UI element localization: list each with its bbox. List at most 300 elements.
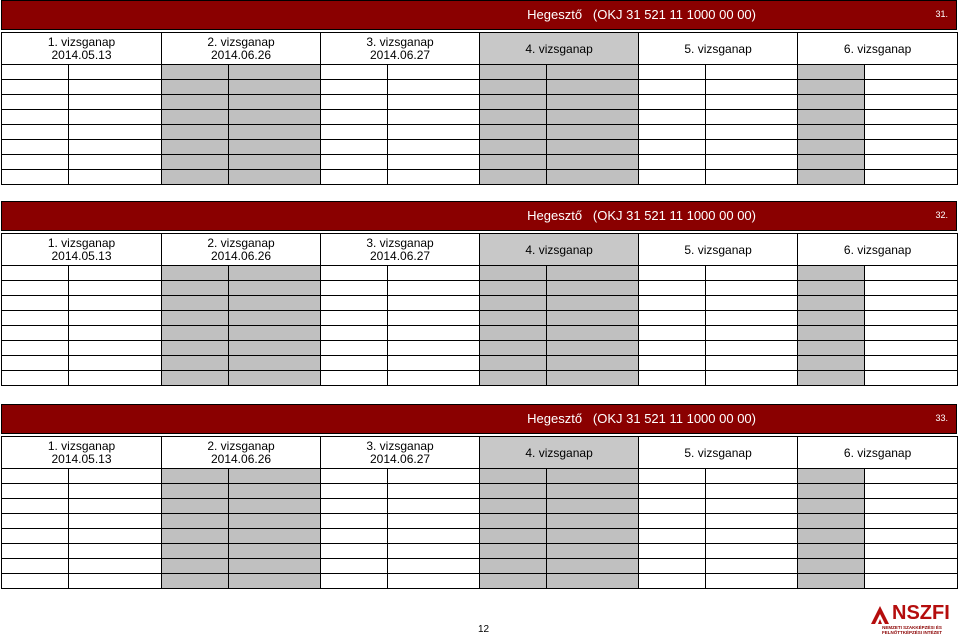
- schedule-cell[interactable]: [547, 371, 639, 386]
- schedule-cell[interactable]: [865, 65, 958, 80]
- schedule-cell[interactable]: [865, 296, 958, 311]
- schedule-cell[interactable]: [229, 80, 321, 95]
- schedule-cell[interactable]: [547, 529, 639, 544]
- schedule-cell[interactable]: [798, 356, 865, 371]
- schedule-cell[interactable]: [2, 484, 69, 499]
- schedule-cell[interactable]: [2, 514, 69, 529]
- schedule-cell[interactable]: [388, 499, 480, 514]
- schedule-cell[interactable]: [798, 499, 865, 514]
- schedule-cell[interactable]: [706, 311, 798, 326]
- schedule-cell[interactable]: [388, 140, 480, 155]
- schedule-cell[interactable]: [798, 296, 865, 311]
- schedule-cell[interactable]: [162, 65, 229, 80]
- schedule-cell[interactable]: [798, 125, 865, 140]
- schedule-cell[interactable]: [229, 110, 321, 125]
- schedule-cell[interactable]: [321, 469, 388, 484]
- schedule-cell[interactable]: [639, 65, 706, 80]
- schedule-cell[interactable]: [69, 371, 162, 386]
- schedule-cell[interactable]: [706, 544, 798, 559]
- schedule-cell[interactable]: [388, 514, 480, 529]
- schedule-cell[interactable]: [639, 371, 706, 386]
- schedule-cell[interactable]: [321, 544, 388, 559]
- schedule-cell[interactable]: [639, 484, 706, 499]
- schedule-cell[interactable]: [2, 544, 69, 559]
- schedule-cell[interactable]: [547, 170, 639, 185]
- schedule-cell[interactable]: [321, 559, 388, 574]
- schedule-cell[interactable]: [229, 326, 321, 341]
- schedule-cell[interactable]: [798, 341, 865, 356]
- schedule-cell[interactable]: [798, 95, 865, 110]
- schedule-cell[interactable]: [69, 499, 162, 514]
- schedule-cell[interactable]: [798, 110, 865, 125]
- schedule-cell[interactable]: [162, 514, 229, 529]
- schedule-cell[interactable]: [162, 140, 229, 155]
- schedule-cell[interactable]: [865, 140, 958, 155]
- schedule-cell[interactable]: [321, 574, 388, 589]
- schedule-cell[interactable]: [162, 155, 229, 170]
- schedule-cell[interactable]: [2, 371, 69, 386]
- schedule-cell[interactable]: [388, 125, 480, 140]
- schedule-cell[interactable]: [69, 110, 162, 125]
- schedule-cell[interactable]: [480, 499, 547, 514]
- schedule-cell[interactable]: [388, 95, 480, 110]
- schedule-cell[interactable]: [706, 514, 798, 529]
- schedule-cell[interactable]: [162, 170, 229, 185]
- schedule-cell[interactable]: [69, 326, 162, 341]
- sheet-title-bar: [1, 404, 957, 434]
- schedule-cell[interactable]: [388, 529, 480, 544]
- schedule-cell[interactable]: [162, 559, 229, 574]
- schedule-cell[interactable]: [865, 80, 958, 95]
- schedule-cell[interactable]: [706, 574, 798, 589]
- schedule-cell[interactable]: [388, 281, 480, 296]
- schedule-cell[interactable]: [639, 311, 706, 326]
- schedule-cell[interactable]: [321, 281, 388, 296]
- schedule-cell[interactable]: [480, 484, 547, 499]
- table-row: [2, 371, 958, 386]
- schedule-cell[interactable]: [2, 95, 69, 110]
- schedule-cell[interactable]: [2, 574, 69, 589]
- schedule-cell[interactable]: [639, 95, 706, 110]
- schedule-cell[interactable]: [547, 326, 639, 341]
- schedule-cell[interactable]: [229, 484, 321, 499]
- schedule-cell[interactable]: [388, 266, 480, 281]
- schedule-cell[interactable]: [388, 469, 480, 484]
- schedule-cell[interactable]: [706, 170, 798, 185]
- schedule-cell[interactable]: [480, 356, 547, 371]
- schedule-cell[interactable]: [69, 514, 162, 529]
- schedule-cell[interactable]: [480, 371, 547, 386]
- schedule-cell[interactable]: [388, 356, 480, 371]
- schedule-cell[interactable]: [162, 311, 229, 326]
- schedule-cell[interactable]: [706, 499, 798, 514]
- schedule-cell[interactable]: [69, 469, 162, 484]
- schedule-cell[interactable]: [547, 65, 639, 80]
- schedule-cell[interactable]: [321, 125, 388, 140]
- schedule-cell[interactable]: [162, 544, 229, 559]
- schedule-cell[interactable]: [639, 574, 706, 589]
- schedule-cell[interactable]: [69, 574, 162, 589]
- schedule-cell[interactable]: [69, 80, 162, 95]
- schedule-cell[interactable]: [639, 499, 706, 514]
- schedule-cell[interactable]: [69, 281, 162, 296]
- schedule-cell[interactable]: [229, 514, 321, 529]
- schedule-cell[interactable]: [162, 484, 229, 499]
- schedule-cell[interactable]: [229, 469, 321, 484]
- schedule-cell[interactable]: [388, 341, 480, 356]
- schedule-cell[interactable]: [229, 296, 321, 311]
- schedule-cell[interactable]: [388, 296, 480, 311]
- schedule-cell[interactable]: [706, 529, 798, 544]
- schedule-cell[interactable]: [321, 65, 388, 80]
- schedule-cell[interactable]: [547, 499, 639, 514]
- schedule-cell[interactable]: [480, 514, 547, 529]
- schedule-cell[interactable]: [706, 356, 798, 371]
- schedule-cell[interactable]: [2, 125, 69, 140]
- schedule-cell[interactable]: [162, 341, 229, 356]
- schedule-cell[interactable]: [388, 326, 480, 341]
- schedule-cell[interactable]: [798, 544, 865, 559]
- schedule-cell[interactable]: [865, 371, 958, 386]
- schedule-cell[interactable]: [388, 155, 480, 170]
- exam-day-header: [162, 437, 321, 469]
- schedule-cell[interactable]: [388, 574, 480, 589]
- schedule-cell[interactable]: [480, 110, 547, 125]
- schedule-cell[interactable]: [69, 125, 162, 140]
- schedule-cell[interactable]: [321, 371, 388, 386]
- schedule-cell[interactable]: [69, 170, 162, 185]
- schedule-cell[interactable]: [321, 326, 388, 341]
- schedule-cell[interactable]: [706, 296, 798, 311]
- schedule-cell[interactable]: [639, 110, 706, 125]
- schedule-cell[interactable]: [639, 170, 706, 185]
- schedule-cell[interactable]: [639, 326, 706, 341]
- schedule-cell[interactable]: [321, 266, 388, 281]
- schedule-cell[interactable]: [865, 499, 958, 514]
- schedule-cell[interactable]: [480, 529, 547, 544]
- schedule-cell[interactable]: [706, 155, 798, 170]
- schedule-cell[interactable]: [388, 559, 480, 574]
- schedule-cell[interactable]: [547, 281, 639, 296]
- schedule-cell[interactable]: [229, 155, 321, 170]
- schedule-cell[interactable]: [388, 484, 480, 499]
- schedule-cell[interactable]: [865, 514, 958, 529]
- schedule-cell[interactable]: [2, 341, 69, 356]
- schedule-cell[interactable]: [321, 514, 388, 529]
- schedule-cell[interactable]: [321, 110, 388, 125]
- schedule-cell[interactable]: [321, 484, 388, 499]
- schedule-cell[interactable]: [865, 469, 958, 484]
- schedule-cell[interactable]: [69, 341, 162, 356]
- schedule-cell[interactable]: [547, 266, 639, 281]
- schedule-cell[interactable]: [706, 266, 798, 281]
- schedule-cell[interactable]: [229, 559, 321, 574]
- schedule-cell[interactable]: [229, 371, 321, 386]
- schedule-cell[interactable]: [865, 326, 958, 341]
- schedule-cell[interactable]: [547, 125, 639, 140]
- schedule-cell[interactable]: [480, 574, 547, 589]
- schedule-cell[interactable]: [480, 296, 547, 311]
- table-row: [2, 544, 958, 559]
- schedule-cell[interactable]: [547, 296, 639, 311]
- schedule-cell[interactable]: [865, 95, 958, 110]
- schedule-cell[interactable]: [639, 296, 706, 311]
- schedule-cell[interactable]: [706, 95, 798, 110]
- schedule-cell[interactable]: [547, 110, 639, 125]
- schedule-cell[interactable]: [2, 296, 69, 311]
- schedule-cell[interactable]: [706, 140, 798, 155]
- schedule-cell[interactable]: [798, 281, 865, 296]
- schedule-cell[interactable]: [162, 110, 229, 125]
- schedule-cell[interactable]: [480, 559, 547, 574]
- schedule-cell[interactable]: [321, 170, 388, 185]
- schedule-cell[interactable]: [480, 125, 547, 140]
- schedule-cell[interactable]: [69, 65, 162, 80]
- schedule-cell[interactable]: [229, 311, 321, 326]
- schedule-cell[interactable]: [69, 140, 162, 155]
- schedule-cell[interactable]: [706, 80, 798, 95]
- schedule-cell[interactable]: [162, 371, 229, 386]
- schedule-cell[interactable]: [2, 170, 69, 185]
- schedule-cell[interactable]: [162, 574, 229, 589]
- schedule-cell[interactable]: [798, 80, 865, 95]
- schedule-cell[interactable]: [69, 356, 162, 371]
- schedule-cell[interactable]: [162, 469, 229, 484]
- schedule-cell[interactable]: [865, 559, 958, 574]
- schedule-cell[interactable]: [321, 95, 388, 110]
- logo-subtitle: NEMZETI SZAKKÉPZÉSI ÉS FELNŐTTKÉPZÉSI INTÉZET: [881, 625, 942, 635]
- schedule-cell[interactable]: [2, 356, 69, 371]
- schedule-cell[interactable]: [798, 371, 865, 386]
- schedule-cell[interactable]: [639, 80, 706, 95]
- schedule-cell[interactable]: [547, 140, 639, 155]
- schedule-cell[interactable]: [69, 311, 162, 326]
- schedule-cell[interactable]: [69, 266, 162, 281]
- schedule-cell[interactable]: [69, 544, 162, 559]
- schedule-cell[interactable]: [69, 155, 162, 170]
- schedule-cell[interactable]: [480, 65, 547, 80]
- schedule-cell[interactable]: [229, 529, 321, 544]
- schedule-cell[interactable]: [69, 95, 162, 110]
- schedule-cell[interactable]: [2, 155, 69, 170]
- schedule-cell[interactable]: [480, 95, 547, 110]
- schedule-cell[interactable]: [2, 559, 69, 574]
- schedule-cell[interactable]: [2, 65, 69, 80]
- schedule-cell[interactable]: [865, 574, 958, 589]
- schedule-cell[interactable]: [639, 266, 706, 281]
- nszfi-logo-icon: [869, 605, 891, 625]
- schedule-cell[interactable]: [388, 65, 480, 80]
- schedule-cell[interactable]: [2, 499, 69, 514]
- schedule-cell[interactable]: [798, 311, 865, 326]
- schedule-cell[interactable]: [480, 281, 547, 296]
- schedule-cell[interactable]: [388, 170, 480, 185]
- schedule-cell[interactable]: [321, 296, 388, 311]
- schedule-cell[interactable]: [2, 281, 69, 296]
- schedule-cell[interactable]: [388, 311, 480, 326]
- schedule-cell[interactable]: [547, 341, 639, 356]
- schedule-cell[interactable]: [162, 296, 229, 311]
- schedule-cell[interactable]: [639, 125, 706, 140]
- schedule-cell[interactable]: [229, 544, 321, 559]
- schedule-cell[interactable]: [480, 155, 547, 170]
- schedule-cell[interactable]: [798, 266, 865, 281]
- schedule-cell[interactable]: [229, 341, 321, 356]
- schedule-cell[interactable]: [69, 296, 162, 311]
- schedule-cell[interactable]: [798, 170, 865, 185]
- schedule-cell[interactable]: [865, 529, 958, 544]
- schedule-cell[interactable]: [480, 326, 547, 341]
- schedule-cell[interactable]: [229, 574, 321, 589]
- schedule-cell[interactable]: [321, 140, 388, 155]
- schedule-cell[interactable]: [69, 484, 162, 499]
- schedule-cell[interactable]: [547, 356, 639, 371]
- schedule-cell[interactable]: [865, 281, 958, 296]
- schedule-cell[interactable]: [547, 574, 639, 589]
- schedule-cell[interactable]: [388, 80, 480, 95]
- schedule-cell[interactable]: [706, 326, 798, 341]
- schedule-cell[interactable]: [480, 80, 547, 95]
- schedule-cell[interactable]: [162, 499, 229, 514]
- schedule-cell[interactable]: [229, 281, 321, 296]
- schedule-cell[interactable]: [639, 469, 706, 484]
- schedule-cell[interactable]: [229, 65, 321, 80]
- schedule-cell[interactable]: [321, 529, 388, 544]
- schedule-cell[interactable]: [639, 529, 706, 544]
- schedule-cell[interactable]: [798, 484, 865, 499]
- schedule-cell[interactable]: [865, 266, 958, 281]
- schedule-cell[interactable]: [2, 311, 69, 326]
- schedule-cell[interactable]: [798, 574, 865, 589]
- schedule-cell[interactable]: [865, 311, 958, 326]
- schedule-cell[interactable]: [798, 529, 865, 544]
- schedule-cell[interactable]: [69, 529, 162, 544]
- schedule-cell[interactable]: [480, 266, 547, 281]
- schedule-cell[interactable]: [480, 140, 547, 155]
- schedule-cell[interactable]: [865, 544, 958, 559]
- exam-day-date: 2014.06.26: [210, 48, 272, 62]
- schedule-cell[interactable]: [706, 559, 798, 574]
- schedule-cell[interactable]: [229, 125, 321, 140]
- schedule-cell[interactable]: [162, 125, 229, 140]
- schedule-cell[interactable]: [229, 356, 321, 371]
- schedule-cell[interactable]: [706, 281, 798, 296]
- schedule-cell[interactable]: [706, 110, 798, 125]
- schedule-cell[interactable]: [480, 544, 547, 559]
- schedule-cell[interactable]: [480, 311, 547, 326]
- schedule-cell[interactable]: [547, 559, 639, 574]
- schedule-cell[interactable]: [321, 80, 388, 95]
- schedule-cell[interactable]: [639, 341, 706, 356]
- exam-day-label: 4. vizsganap: [525, 242, 593, 257]
- schedule-cell[interactable]: [865, 155, 958, 170]
- exam-day-label: 6. vizsganap: [843, 445, 912, 460]
- schedule-cell[interactable]: [798, 326, 865, 341]
- schedule-cell[interactable]: [547, 80, 639, 95]
- schedule-cell[interactable]: [798, 469, 865, 484]
- schedule-cell[interactable]: [639, 544, 706, 559]
- schedule-cell[interactable]: [865, 484, 958, 499]
- schedule-cell[interactable]: [162, 281, 229, 296]
- schedule-cell[interactable]: [229, 266, 321, 281]
- schedule-cell[interactable]: [639, 356, 706, 371]
- schedule-cell[interactable]: [321, 155, 388, 170]
- schedule-cell[interactable]: [2, 80, 69, 95]
- table-row: [2, 559, 958, 574]
- schedule-cell[interactable]: [547, 544, 639, 559]
- schedule-cell[interactable]: [480, 469, 547, 484]
- schedule-cell[interactable]: [706, 341, 798, 356]
- schedule-cell[interactable]: [639, 155, 706, 170]
- schedule-cell[interactable]: [798, 65, 865, 80]
- schedule-cell[interactable]: [2, 110, 69, 125]
- schedule-cell[interactable]: [706, 469, 798, 484]
- schedule-cell[interactable]: [2, 326, 69, 341]
- schedule-cell[interactable]: [480, 341, 547, 356]
- table-row: [2, 80, 958, 95]
- schedule-cell[interactable]: [2, 529, 69, 544]
- table-row: [2, 266, 958, 281]
- schedule-cell[interactable]: [229, 95, 321, 110]
- schedule-cell[interactable]: [162, 266, 229, 281]
- schedule-cell[interactable]: [865, 125, 958, 140]
- schedule-cell[interactable]: [162, 529, 229, 544]
- schedule-cell[interactable]: [321, 499, 388, 514]
- schedule-cell[interactable]: [547, 155, 639, 170]
- schedule-cell[interactable]: [798, 140, 865, 155]
- schedule-cell[interactable]: [798, 514, 865, 529]
- schedule-cell[interactable]: [229, 499, 321, 514]
- schedule-cell[interactable]: [388, 110, 480, 125]
- schedule-cell[interactable]: [865, 341, 958, 356]
- schedule-cell[interactable]: [547, 514, 639, 529]
- schedule-cell[interactable]: [388, 544, 480, 559]
- schedule-cell[interactable]: [706, 371, 798, 386]
- schedule-cell[interactable]: [321, 311, 388, 326]
- schedule-cell[interactable]: [639, 281, 706, 296]
- schedule-cell[interactable]: [865, 170, 958, 185]
- schedule-cell[interactable]: [388, 371, 480, 386]
- schedule-cell[interactable]: [865, 356, 958, 371]
- schedule-cell[interactable]: [321, 341, 388, 356]
- schedule-cell[interactable]: [639, 559, 706, 574]
- schedule-cell[interactable]: [321, 356, 388, 371]
- schedule-cell[interactable]: [865, 110, 958, 125]
- schedule-cell[interactable]: [798, 155, 865, 170]
- schedule-cell[interactable]: [229, 140, 321, 155]
- schedule-cell[interactable]: [162, 326, 229, 341]
- schedule-cell[interactable]: [639, 514, 706, 529]
- schedule-cell[interactable]: [2, 140, 69, 155]
- schedule-cell[interactable]: [706, 65, 798, 80]
- schedule-cell[interactable]: [706, 484, 798, 499]
- schedule-cell[interactable]: [547, 469, 639, 484]
- schedule-cell[interactable]: [547, 484, 639, 499]
- schedule-cell[interactable]: [798, 559, 865, 574]
- schedule-cell[interactable]: [2, 266, 69, 281]
- schedule-cell[interactable]: [480, 170, 547, 185]
- schedule-cell[interactable]: [229, 170, 321, 185]
- schedule-cell[interactable]: [547, 95, 639, 110]
- schedule-cell[interactable]: [69, 559, 162, 574]
- schedule-cell[interactable]: [162, 95, 229, 110]
- schedule-cell[interactable]: [162, 356, 229, 371]
- schedule-cell[interactable]: [162, 80, 229, 95]
- schedule-cell[interactable]: [706, 125, 798, 140]
- schedule-cell[interactable]: [639, 140, 706, 155]
- schedule-cell[interactable]: [547, 311, 639, 326]
- schedule-cell[interactable]: [2, 469, 69, 484]
